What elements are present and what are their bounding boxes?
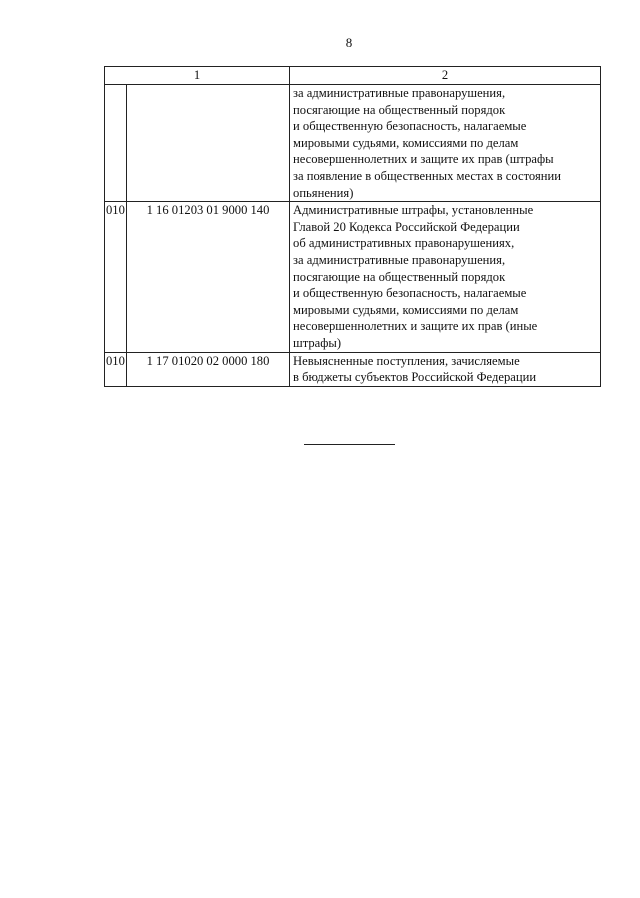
table-row [105,352,601,386]
description-line: мировыми судьями, комиссиями по делам [293,302,519,317]
description-cell [290,202,601,352]
description-line: в бюджеты субъектов Российской Федерации [293,370,537,385]
description-line: об административных правонарушениях, [293,236,515,251]
description-line: Административные штрафы, установленные [293,203,534,218]
description-line: за административные правонарушения, [293,252,506,267]
revenue-codes-table [104,66,601,387]
kbk-code-cell: 1 17 01020 02 0000 180 [127,352,290,386]
kbk-code-cell: 1 16 01203 01 9000 140 [127,202,290,352]
table-row [105,85,601,202]
description-line: штрафы) [293,335,342,350]
description-cell [290,85,601,202]
description-line: несовершеннолетних и защите их прав (иные [293,319,538,334]
description-cell [290,352,601,386]
admin-code-cell: 010 [105,352,127,386]
page-number: 8 [345,35,353,50]
admin-code-cell [105,85,127,202]
end-of-document-rule [304,444,395,445]
description-line: несовершеннолетних и защите их прав (штрафы [293,152,554,167]
header-col-2: 2 [290,67,601,85]
description-line: Невыясненные поступления, зачисляемые [293,353,520,368]
table-header-row [105,67,601,85]
description-line: посягающие на общественный порядок [293,102,506,117]
kbk-code-cell [127,85,290,202]
description-line: и общественную безопасность, налагаемые [293,119,527,134]
table-body [105,85,601,387]
admin-code-cell: 010 [105,202,127,352]
description-line: за административные правонарушения, [293,86,506,100]
description-line: посягающие на общественный порядок [293,269,506,284]
table-row [105,202,601,352]
description-line: за появление в общественных местах в состоянии [293,168,561,183]
description-line: и общественную безопасность, налагаемые [293,286,527,301]
description-line: Главой 20 Кодекса Российской Федерации [293,219,520,234]
description-line: мировыми судьями, комиссиями по делам [293,135,519,150]
description-line: опьянения) [293,185,354,200]
header-col-1: 1 [105,67,290,85]
